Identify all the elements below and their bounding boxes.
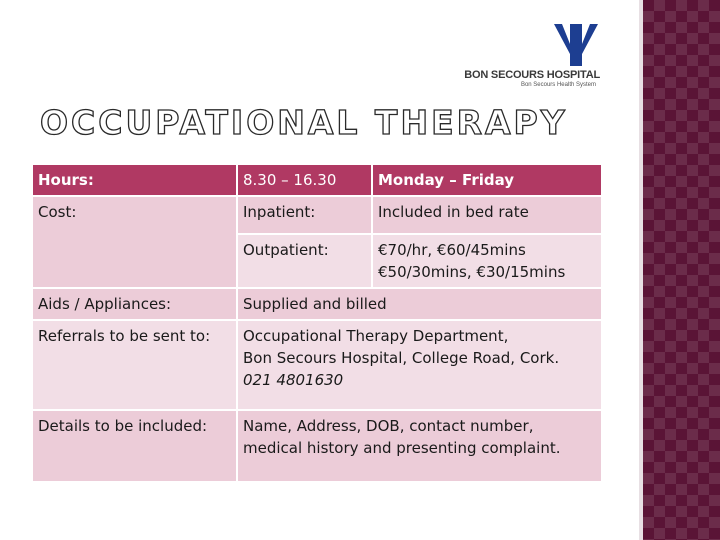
- inpatient-label: Inpatient:: [237, 196, 372, 234]
- details-value: [237, 410, 602, 482]
- logo-hospital-name: BON SECOURS HOSPITAL: [464, 69, 600, 81]
- logo-subtitle: Bon Secours Health System: [520, 82, 596, 88]
- hours-time: 8.30 – 16.30: [237, 164, 372, 196]
- aids-row: [32, 288, 602, 320]
- page-title: OCCUPATIONAL THERAPY: [40, 103, 568, 142]
- outpatient-value-line2: €50/30mins, €30/15mins: [378, 263, 566, 281]
- hours-row: [32, 164, 602, 196]
- outpatient-value-line1: €70/hr, €60/45mins: [378, 241, 526, 259]
- hours-label: Hours:: [32, 164, 237, 196]
- bon-secours-logo-icon: [552, 18, 600, 68]
- referrals-label: Referrals to be sent to:: [32, 320, 237, 410]
- cost-inpatient-row: [32, 196, 602, 234]
- cost-label: Cost:: [32, 196, 237, 288]
- referrals-row: [32, 320, 602, 410]
- hours-days: Monday – Friday: [372, 164, 602, 196]
- outpatient-value: [372, 234, 602, 288]
- details-label: Details to be included:: [32, 410, 237, 482]
- referrals-line2: Bon Secours Hospital, College Road, Cork.: [243, 349, 560, 367]
- hospital-logo: [450, 18, 602, 94]
- info-table: [31, 163, 603, 483]
- aids-label: Aids / Appliances:: [32, 288, 237, 320]
- details-line1: Name, Address, DOB, contact number,: [243, 417, 534, 435]
- outpatient-label: Outpatient:: [237, 234, 372, 288]
- inpatient-value: Included in bed rate: [372, 196, 602, 234]
- referrals-line1: Occupational Therapy Department,: [243, 327, 509, 345]
- decorative-side-strip: [643, 0, 720, 540]
- referrals-phone: 021 4801630: [243, 371, 344, 389]
- aids-value: Supplied and billed: [237, 288, 602, 320]
- details-row: [32, 410, 602, 482]
- details-line2: medical history and presenting complaint.: [243, 439, 561, 457]
- referrals-value: [237, 320, 602, 410]
